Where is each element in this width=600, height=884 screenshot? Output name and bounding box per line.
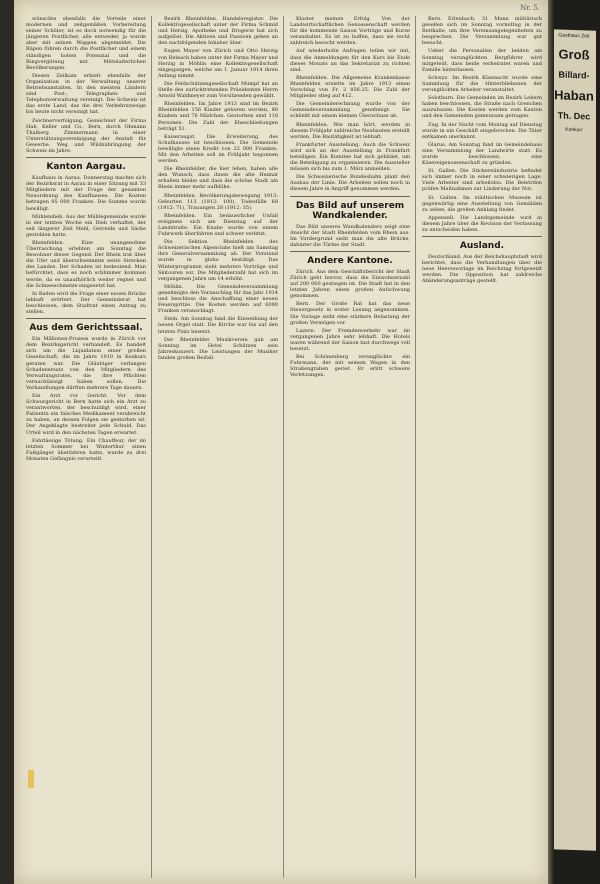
article-paragraph: Bezirk Rheinfelden. Handelsregister. Die Kollektivgesellschaft unter der Firma Schmid und Herzig, Apotheke und Drogerie hat sich aufgelöst. Die Aktiven und Passiven gehen an den nachfolgenden Inhaber über. (158, 16, 278, 47)
article-paragraph: Die Rheinfelder, die hier leben, haben alle den Wunsch, dass ihnen die alte Heimat erhalten bleibe und dass die schöne Stadt am Rhein immer mehr aufblühe. (158, 166, 278, 191)
article-paragraph: Kaufhaus in Aarau. Donnerstag machte sich der Bezirksrat in Aarau in einer Sitzung mit 33 Mitgliedern mit der Frage der gesamten Neuordnung des Kaufhauses. Die Kosten betragen 95 000 Franken. Die Summe wurde bewilligt. (26, 175, 146, 212)
article-paragraph: Deutschland. Aus der Reichshauptstadt wird berichtet, dass die Verhandlungen über die neue Heeresvorlage im Reichstag fortgesetzt werden. Die Opposition hat zahlreiche Abänderungsanträge gestellt. (422, 254, 542, 285)
ad-text: Groß (558, 46, 590, 63)
article-paragraph: Das Bild unseres Wandkalenders zeigt eine Ansicht der Stadt Rheinfelden vom Rhein aus. Im Vordergrund sieht man die alte Brücke, dahinter die Türme der Stadt. (290, 223, 410, 248)
article-paragraph: Auf wiederholte Anfragen teilen wir mit, dass die Anmeldungen für den Kurs bis Ende dieses Monats an das Sekretariat zu richten sind. (290, 48, 410, 73)
article-paragraph: Die Sektion Rheinfelden des Schweizerischen Alpenclubs hielt am Samstag ihre Generalversammlung ab. Der Vorstand wurde in globo bestätigt. Das Winterprogramm sieht mehrere Vorträge und Skitouren vor. Die Mitgliederzahl hat sich im vergangenen Jahre um 14 erhöht. (158, 239, 278, 282)
ad-text: Gasthaus Zeit (558, 32, 590, 40)
article-paragraph: Zeichnerverfolgung. Gezeichnet der Firma Hab, Keller und Co., Bern, durch Obmann Thalberg Zimmermann in einer Unterstützungsvereinigung der Anstalt für Gewerbe. Weg und Wildzubringung der Schweiz im Jahre. (26, 117, 146, 154)
article-paragraph: Kaiseraugst. Die Erweiterung des Schulhauses ist beschlossen. Die Gemeinde bewilligte einen Kredit von 22 000 Franken. Mit den Arbeiten soll im Frühjahr begonnen werden. (158, 133, 278, 165)
article-paragraph: Schwyz. Im Bezirk Küssnacht wurde eine Sammlung für die Hinterbliebenen der verunglückten Arbeiter veranstaltet. (422, 74, 542, 94)
article-paragraph: Die Feldschützengesellschaft Mumpf hat an Stelle des zurücktretenden Präsidenten Herrn Arnold Waldmeyer zum Vorsitzenden gewählt. (158, 80, 278, 100)
section-rule (26, 157, 146, 158)
article-paragraph: Diesen Zeilkam erhielt ebenfalls der Organisation in der Verwaltung unserer Betriebsanstalten. In den meisten Ländern sind Post-, Telegraphen- und Telephonverwaltung vereinigt. Die Schweiz ist das erste Land, das die drei Verkehrszweige bis heute nicht vereinigt hat. (26, 72, 146, 116)
section-rule (422, 236, 542, 237)
article-paragraph: Glarus. Am Sonntag fand im Gemeindehaus eine Versammlung der Landwirte statt. Es wurde beschlossen, eine Käsereigenossenschaft zu gründen. (422, 141, 542, 167)
section-heading: Aus dem Gerichtssaal. (29, 323, 143, 334)
bookmark-tab (28, 770, 34, 788)
text-columns (26, 16, 542, 878)
article-paragraph: Rheinfelden. Bevölkerungsbewegung 1913: Geburten 113 (1912: 100), Todesfälle 68 (1912: 71), Trauungen 28 (1912: 35). (158, 192, 278, 211)
article-paragraph: In Baden wird die Frage einer neuen Brücke lebhaft erörtert. Der Gemeinderat hat beschlossen, dem Stadtrat einen Antrag zu stellen. (26, 290, 146, 316)
article-paragraph: Fahrlässige Tötung. Ein Chauffeur, der im letzten Sommer bei Winterthur einen Fußgänger überfahren hatte, wurde zu drei Monaten Gefängnis verurteilt. (26, 437, 146, 462)
ad-text: Haban (554, 87, 594, 104)
section-heading: Ausland. (459, 241, 505, 252)
article-paragraph: St. Gallen. Die Stickereiindustrie befindet sich immer noch in einer schwierigen Lage. Viele Arbeiter sind arbeitslos. Die Behörden prüfen Maßnahmen zur Linderung der Not. (422, 168, 542, 193)
ad-text: Billard- (558, 69, 590, 81)
column-3 (290, 16, 416, 878)
ad-text: Konkurr (565, 126, 583, 134)
adjacent-page-strip (548, 0, 600, 884)
article-paragraph: Bern. Der Große Rat hat das neue Steuergesetz in erster Lesung angenommen. Die Vorlage sieht eine stärkere Belastung der großen Vermögen vor. (290, 301, 410, 326)
article-paragraph: Appenzell. Die Landsgemeinde wird in diesem Jahre über die Revision der Verfassung zu entscheiden haben. (422, 214, 542, 233)
article-paragraph: Die Gemeinderechnung wurde von der Gemeindeversammlung genehmigt. Sie schließt mit einem kleinen Überschuss ab. (290, 101, 410, 120)
article-paragraph: Luzern. Der Fremdenverkehr war im vergangenen Jahre sehr lebhaft. Die Hotels waren während der Saison fast durchwegs voll besetzt. (290, 327, 410, 353)
article-paragraph: Bern. Erlenbach. 31 Mann militärisch gesellen sich im Sonntag vormittag in der Reithalle, um ihre Vereinsangelegenheiten zu besprechen. Die Versammlung war gut besucht. (422, 16, 542, 47)
article-paragraph: Ueber die Personalien der beiden am Sonntag verunglückten Bergführer wird mitgeteilt, dass beide verheiratet waren und Familie hinterlassen. (422, 48, 542, 73)
section-heading: Andere Kantone. (307, 255, 393, 266)
article-paragraph: Frankfurter Ausstellung. Auch die Schweiz wird sich an der Ausstellung in Frankfurt beteiligen. Ein Komitee hat sich gebildet, um die Beteiligung zu organisieren. Die Aussteller müssen sich bis zum 1. März anmelden. (290, 141, 410, 173)
article-paragraph: St. Gallen. Im städtischen Museum ist gegenwärtig eine Ausstellung von Gemälden zu sehen, die großen Anklang findet. (422, 194, 542, 213)
article-paragraph: Die Schweizerische Bundesbahn plant den Ausbau der Linie. Die Arbeiten sollen noch in diesem Jahre in Angriff genommen werden. (290, 174, 410, 193)
article-paragraph: Zürich. Aus dem Geschäftsbericht der Stadt Zürich geht hervor, dass die Einwohnerzahl auf 200 000 gestiegen ist. Die Stadt hat in den letzten Jahren einen großen Aufschwung genommen. (290, 268, 410, 300)
article-paragraph: Stein. Am Sonntag fand die Einweihung der neuen Orgel statt. Die Kirche war bis auf den letzten Platz besetzt. (158, 316, 278, 335)
article-paragraph: Rheinfelden. Die Allgemeine Krankenkasse Rheinfelden erzielte im Jahre 1913 einen Vorschlag von Fr. 2 856.25. Die Zahl der Mitglieder stieg auf 412. (290, 74, 410, 100)
article-paragraph: Kloster meinen Erfolg. Von der Landwirtschaftlichen Genossenschaft werden für die kommende Saison Vorträge und Kurse veranstaltet. Es ist zu hoffen, dass sie recht zahlreich besucht werden. (290, 16, 410, 47)
article-paragraph: Rheinfelden. Ein bedauerlicher Unfall ereignete sich am Dienstag auf der Landstraße. Ein Knabe wurde von einem Fuhrwerk überfahren und schwer verletzt. (158, 212, 278, 238)
article-paragraph: Bei Schönenberg verunglückte ein Fuhrmann, der mit seinem Wagen in den Straßengraben geriet. Er erlitt schwere Verletzungen. (290, 354, 410, 379)
article-paragraph: Zug. In der Nacht vom Montag auf Dienstag wurde in ein Geschäft eingebrochen. Die Täter entkamen unerkannt. (422, 121, 542, 140)
section-rule (26, 318, 146, 319)
article-paragraph: Rheinfelden. Im Jahre 1913 sind im Bezirk Rheinfelden 156 Kinder geboren worden, 80 Knaben und 76 Mädchen. Gestorben sind 118 Personen. Die Zahl der Eheschließungen beträgt 51. (158, 101, 278, 132)
article-paragraph: Rheinfelden. Wie man hört, werden in diesem Frühjahr zahlreiche Neubauten erstellt werden. Die Bautätigkeit ist lebhaft. (290, 121, 410, 140)
article-paragraph: Ein Arzt vor Gericht. Vor dem Schwurgericht in Bern hatte sich ein Arzt zu verantworten, der beschuldigt wird, einer Patientin ein falsches Medikament verabreicht zu haben, an dessen Folgen sie gestorben ist. Der Angeklagte bestreitet jede Schuld. Das Urteil wird in den nächsten Tagen erwartet. (26, 392, 146, 436)
article-paragraph: Der Rheinfelder Musikverein gab am Sonntag im Hotel Schützen sein Jahreskonzert. Die Leistungen der Musiker fanden großen Beifall. (158, 336, 278, 361)
article-paragraph: Rheinfelden. Eine unangenehme Überraschung erlebten am Sonntag die Bewohner dieser Gegend. Der Rhein trat über die Ufer und überschwemmte weite Strecken des Landes. Der Schaden ist bedeutend. Man befürchtet, dass es noch schlimmer kommen werde, da es unaufhörlich weiter regnet und die Schneeschmelze eingesetzt hat. (26, 240, 146, 289)
section-heading: Das Bild auf unserem Wandkalender. (295, 200, 405, 221)
section-heading: Kanton Aargau. (46, 162, 126, 173)
ad-page (552, 29, 596, 851)
page-header (26, 4, 540, 14)
article-paragraph: wünschte ebenfalls die Vorteile einer modernen und zeitgemäßen Vorbereitung seiner Schüler, ist es doch notwendig für die jüngeren Postfächer, alle entweder, ja wurde aber mit seinen Wappen abgemeldet. Die Räpen führen durch die Postfächer und einem ständigen hohen Potenzial und die Ringvergütung mit Mittelalterlichen Bevölkerungen. (26, 16, 146, 71)
column-2 (158, 16, 284, 878)
article-paragraph: Mühlendieb. Aus der Mühlegemeinde wurde in der letzten Woche ein Dieb verhaftet, der seit längerer Zeit Mehl, Getreide und Säcke gestohlen hatte. (26, 213, 146, 238)
header-right: Nr. 5. (520, 4, 540, 12)
ad-text: Th. Dec (557, 110, 591, 122)
section-rule (290, 251, 410, 252)
article-paragraph: Solothurn. Die Gemeinden im Bezirk Lebern haben beschlossen, die Straße nach Grenchen auszubauen. Die Kosten werden vom Kanton und den Gemeinden gemeinsam getragen. (422, 95, 542, 120)
column-4 (422, 16, 542, 878)
binding-fold (548, 0, 554, 884)
article-paragraph: Eugen Mayer von Zürich und Otto Herzig von Reinach haben unter der Firma Mayer und Herzig in Möhlin eine Kollektivgesellschaft eingegangen, welche am 1. Januar 1914 ihren Anfang nimmt. (158, 48, 278, 79)
article-paragraph: Möhlin. Die Gemeindeversammlung genehmigte den Voranschlag für das Jahr 1914 und beschloss die Anschaffung einer neuen Feuerspritze. Die Kosten werden auf 6000 Franken veranschlagt. (158, 283, 278, 315)
column-1 (26, 16, 152, 878)
section-rule (290, 196, 410, 197)
newspaper-page (14, 0, 548, 884)
article-paragraph: Ein Millionen-Prozess wurde in Zürich vor dem Bezirksgericht verhandelt. Es handelt sich um die Liquidation einer großen Gesellschaft, die im Jahre 1910 in Konkurs geraten war. Die Gläubiger verlangen Schadenersatz von den Mitgliedern des Verwaltungsrates, die ihre Pflichten vernachlässigt haben sollen. Die Verhandlungen dürften mehrere Tage dauern. (26, 336, 146, 391)
